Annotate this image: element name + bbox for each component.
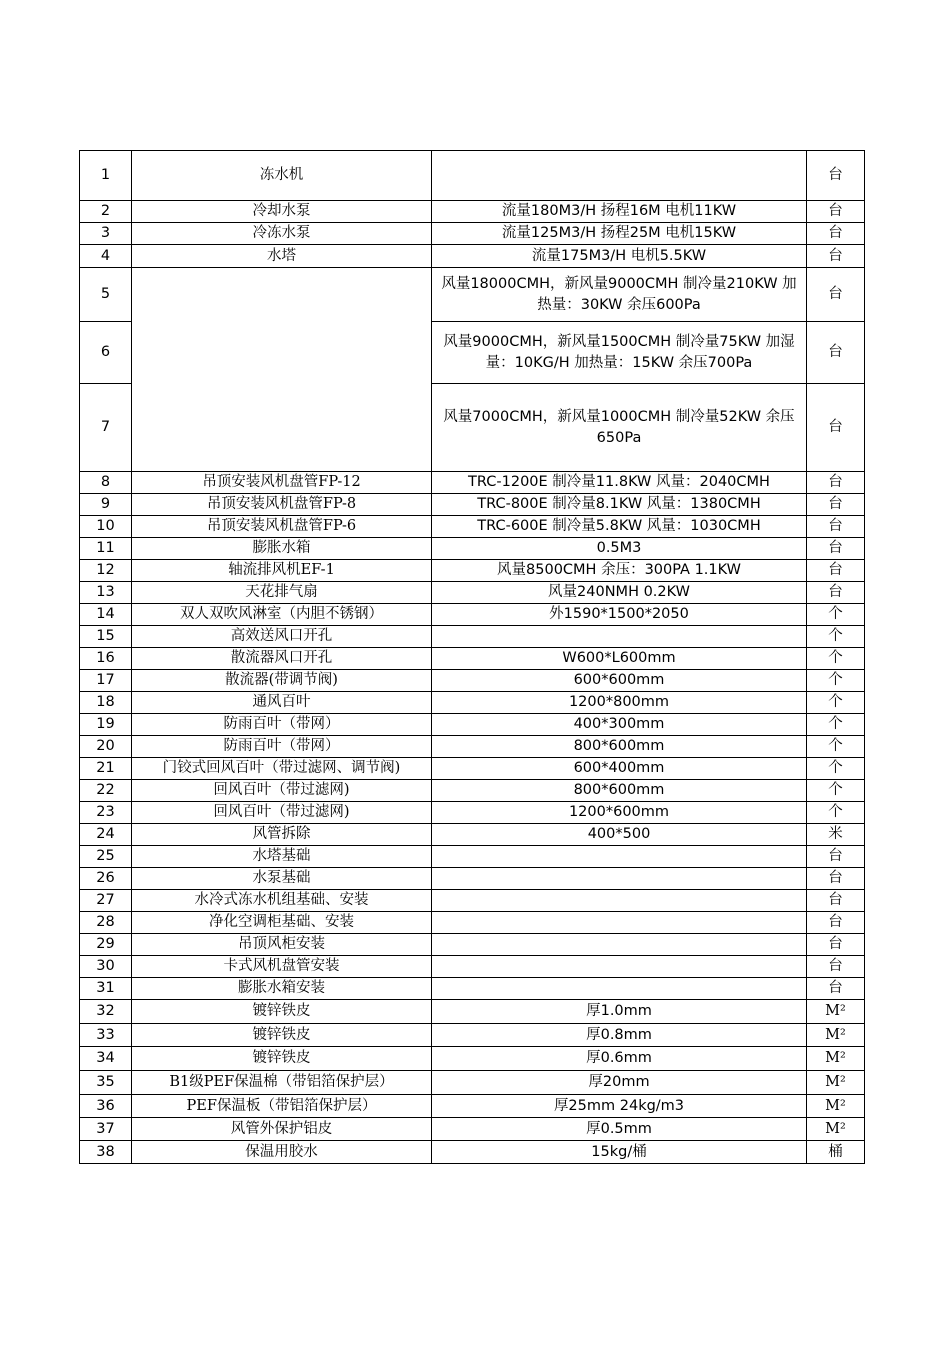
table-row bbox=[80, 1024, 865, 1047]
row-number: 2 bbox=[80, 201, 132, 223]
table-row bbox=[80, 868, 865, 890]
table-row bbox=[80, 648, 865, 670]
row-number: 30 bbox=[80, 956, 132, 978]
item-spec: TRC-1200E 制冷量11.8KW 风量：2040CMH bbox=[432, 472, 807, 494]
item-unit: 台 bbox=[807, 516, 865, 538]
table-row bbox=[80, 201, 865, 223]
row-number: 28 bbox=[80, 912, 132, 934]
item-spec: 0.5M3 bbox=[432, 538, 807, 560]
row-number: 21 bbox=[80, 758, 132, 780]
table-row bbox=[80, 582, 865, 604]
item-spec: 风量240NMH 0.2KW bbox=[432, 582, 807, 604]
row-number: 23 bbox=[80, 802, 132, 824]
table-row bbox=[80, 151, 865, 201]
row-number: 6 bbox=[80, 322, 132, 384]
row-number: 7 bbox=[80, 384, 132, 472]
item-name: 水冷式冻水机组基础、安装 bbox=[132, 890, 432, 912]
item-unit: 个 bbox=[807, 780, 865, 802]
item-unit: 台 bbox=[807, 245, 865, 268]
item-unit: M² bbox=[807, 1118, 865, 1141]
table-row bbox=[80, 223, 865, 245]
item-spec: TRC-800E 制冷量8.1KW 风量：1380CMH bbox=[432, 494, 807, 516]
row-number: 20 bbox=[80, 736, 132, 758]
table-row bbox=[80, 780, 865, 802]
item-spec: 800*600mm bbox=[432, 736, 807, 758]
item-unit: 台 bbox=[807, 322, 865, 384]
item-spec bbox=[432, 626, 807, 648]
item-name: 净化空调柜基础、安装 bbox=[132, 912, 432, 934]
item-name: 风管外保护铝皮 bbox=[132, 1118, 432, 1141]
item-name: 风管拆除 bbox=[132, 824, 432, 846]
row-number: 9 bbox=[80, 494, 132, 516]
item-unit: 台 bbox=[807, 560, 865, 582]
item-unit: 个 bbox=[807, 802, 865, 824]
item-name: 吊顶风柜安装 bbox=[132, 934, 432, 956]
item-name: 吊顶安装风机盘管FP-8 bbox=[132, 494, 432, 516]
item-name: 冷冻水泵 bbox=[132, 223, 432, 245]
item-spec: 600*400mm bbox=[432, 758, 807, 780]
item-unit: M² bbox=[807, 1047, 865, 1071]
table-row bbox=[80, 912, 865, 934]
item-name: 散流器(带调节阀) bbox=[132, 670, 432, 692]
table-row bbox=[80, 560, 865, 582]
item-unit: M² bbox=[807, 1024, 865, 1047]
row-number: 22 bbox=[80, 780, 132, 802]
item-spec bbox=[432, 956, 807, 978]
item-name: 卡式风机盘管安装 bbox=[132, 956, 432, 978]
item-spec: 厚20mm bbox=[432, 1071, 807, 1095]
item-unit: 台 bbox=[807, 268, 865, 322]
table-row bbox=[80, 516, 865, 538]
item-name: 防雨百叶（带网） bbox=[132, 714, 432, 736]
item-name: 镀锌铁皮 bbox=[132, 1047, 432, 1071]
table-row bbox=[80, 494, 865, 516]
row-number: 35 bbox=[80, 1071, 132, 1095]
table-row bbox=[80, 604, 865, 626]
table-row bbox=[80, 1118, 865, 1141]
item-unit: 米 bbox=[807, 824, 865, 846]
table-row bbox=[80, 978, 865, 1000]
item-unit: 台 bbox=[807, 846, 865, 868]
table-row bbox=[80, 1047, 865, 1071]
item-unit: 台 bbox=[807, 956, 865, 978]
item-name: 镀锌铁皮 bbox=[132, 1000, 432, 1024]
table-row bbox=[80, 538, 865, 560]
item-name: 膨胀水箱 bbox=[132, 538, 432, 560]
row-number: 31 bbox=[80, 978, 132, 1000]
table-row bbox=[80, 714, 865, 736]
row-number: 10 bbox=[80, 516, 132, 538]
item-spec: 流量125M3/H 扬程25M 电机15KW bbox=[432, 223, 807, 245]
item-spec: 600*600mm bbox=[432, 670, 807, 692]
item-spec: W600*L600mm bbox=[432, 648, 807, 670]
table-row bbox=[80, 956, 865, 978]
table-row bbox=[80, 1071, 865, 1095]
item-name bbox=[132, 268, 432, 472]
item-unit: 个 bbox=[807, 626, 865, 648]
item-unit: 台 bbox=[807, 978, 865, 1000]
item-name: 门铰式回风百叶（带过滤网、调节阀) bbox=[132, 758, 432, 780]
table-row bbox=[80, 846, 865, 868]
item-spec: 厚25mm 24kg/m3 bbox=[432, 1095, 807, 1118]
row-number: 15 bbox=[80, 626, 132, 648]
item-name: 膨胀水箱安装 bbox=[132, 978, 432, 1000]
row-number: 14 bbox=[80, 604, 132, 626]
item-spec: 厚0.6mm bbox=[432, 1047, 807, 1071]
table-row bbox=[80, 736, 865, 758]
table-row bbox=[80, 1000, 865, 1024]
item-unit: 台 bbox=[807, 151, 865, 201]
item-spec: 400*300mm bbox=[432, 714, 807, 736]
row-number: 33 bbox=[80, 1024, 132, 1047]
item-unit: 台 bbox=[807, 538, 865, 560]
row-number: 4 bbox=[80, 245, 132, 268]
equipment-table-body bbox=[80, 151, 865, 1164]
item-spec: 流量180M3/H 扬程16M 电机11KW bbox=[432, 201, 807, 223]
item-unit: 台 bbox=[807, 201, 865, 223]
item-unit: 个 bbox=[807, 714, 865, 736]
row-number: 5 bbox=[80, 268, 132, 322]
item-name: 吊顶安装风机盘管FP-12 bbox=[132, 472, 432, 494]
row-number: 12 bbox=[80, 560, 132, 582]
item-name: 水塔 bbox=[132, 245, 432, 268]
item-spec: TRC-600E 制冷量5.8KW 风量：1030CMH bbox=[432, 516, 807, 538]
table-row bbox=[80, 626, 865, 648]
item-name: PEF保温板（带铝箔保护层） bbox=[132, 1095, 432, 1118]
item-name: 吊顶安装风机盘管FP-6 bbox=[132, 516, 432, 538]
table-row bbox=[80, 1095, 865, 1118]
row-number: 19 bbox=[80, 714, 132, 736]
equipment-table bbox=[79, 150, 865, 1164]
item-spec bbox=[432, 978, 807, 1000]
item-unit: 台 bbox=[807, 472, 865, 494]
row-number: 1 bbox=[80, 151, 132, 201]
item-unit: 台 bbox=[807, 223, 865, 245]
table-row bbox=[80, 758, 865, 780]
item-unit: 桶 bbox=[807, 1141, 865, 1164]
item-spec: 风量8500CMH 余压：300PA 1.1KW bbox=[432, 560, 807, 582]
item-spec bbox=[432, 912, 807, 934]
item-unit: 个 bbox=[807, 736, 865, 758]
item-spec: 风量18000CMH，新风量9000CMH 制冷量210KW 加热量：30KW 余压600Pa bbox=[432, 268, 807, 322]
item-unit: 台 bbox=[807, 582, 865, 604]
item-name: 通风百叶 bbox=[132, 692, 432, 714]
item-spec: 15kg/桶 bbox=[432, 1141, 807, 1164]
item-name: 镀锌铁皮 bbox=[132, 1024, 432, 1047]
table-row bbox=[80, 890, 865, 912]
row-number: 32 bbox=[80, 1000, 132, 1024]
item-name: 水泵基础 bbox=[132, 868, 432, 890]
item-name: 回风百叶（带过滤网) bbox=[132, 780, 432, 802]
item-name: 冻水机 bbox=[132, 151, 432, 201]
item-unit: 个 bbox=[807, 604, 865, 626]
item-spec: 厚0.5mm bbox=[432, 1118, 807, 1141]
item-spec bbox=[432, 846, 807, 868]
item-name: 散流器风口开孔 bbox=[132, 648, 432, 670]
item-name: 双人双吹风淋室（内胆不锈钢） bbox=[132, 604, 432, 626]
row-number: 18 bbox=[80, 692, 132, 714]
item-unit: 个 bbox=[807, 670, 865, 692]
item-spec bbox=[432, 868, 807, 890]
item-unit: 台 bbox=[807, 912, 865, 934]
item-spec bbox=[432, 890, 807, 912]
table-row bbox=[80, 824, 865, 846]
item-name: 轴流排风机EF-1 bbox=[132, 560, 432, 582]
table-row bbox=[80, 934, 865, 956]
item-name: 冷却水泵 bbox=[132, 201, 432, 223]
row-number: 25 bbox=[80, 846, 132, 868]
item-spec bbox=[432, 934, 807, 956]
row-number: 26 bbox=[80, 868, 132, 890]
item-spec bbox=[432, 151, 807, 201]
table-row bbox=[80, 245, 865, 268]
table-row bbox=[80, 472, 865, 494]
row-number: 3 bbox=[80, 223, 132, 245]
row-number: 13 bbox=[80, 582, 132, 604]
table-row bbox=[80, 1141, 865, 1164]
item-unit: 台 bbox=[807, 384, 865, 472]
item-name: 天花排气扇 bbox=[132, 582, 432, 604]
item-unit: M² bbox=[807, 1000, 865, 1024]
row-number: 34 bbox=[80, 1047, 132, 1071]
row-number: 16 bbox=[80, 648, 132, 670]
row-number: 38 bbox=[80, 1141, 132, 1164]
row-number: 11 bbox=[80, 538, 132, 560]
item-name: 水塔基础 bbox=[132, 846, 432, 868]
item-unit: 个 bbox=[807, 648, 865, 670]
item-unit: 台 bbox=[807, 494, 865, 516]
item-name: 保温用胶水 bbox=[132, 1141, 432, 1164]
table-row bbox=[80, 692, 865, 714]
table-row bbox=[80, 268, 865, 322]
item-unit: 台 bbox=[807, 890, 865, 912]
row-number: 8 bbox=[80, 472, 132, 494]
item-name: B1级PEF保温棉（带铝箔保护层） bbox=[132, 1071, 432, 1095]
item-unit: 个 bbox=[807, 758, 865, 780]
row-number: 27 bbox=[80, 890, 132, 912]
item-spec: 流量175M3/H 电机5.5KW bbox=[432, 245, 807, 268]
row-number: 24 bbox=[80, 824, 132, 846]
row-number: 17 bbox=[80, 670, 132, 692]
row-number: 29 bbox=[80, 934, 132, 956]
row-number: 36 bbox=[80, 1095, 132, 1118]
row-number: 37 bbox=[80, 1118, 132, 1141]
item-unit: M² bbox=[807, 1095, 865, 1118]
item-spec: 厚0.8mm bbox=[432, 1024, 807, 1047]
item-spec: 厚1.0mm bbox=[432, 1000, 807, 1024]
item-spec: 1200*800mm bbox=[432, 692, 807, 714]
item-spec: 800*600mm bbox=[432, 780, 807, 802]
item-spec: 风量9000CMH，新风量1500CMH 制冷量75KW 加湿量：10KG/H 加热量：15KW 余压700Pa bbox=[432, 322, 807, 384]
item-unit: 台 bbox=[807, 868, 865, 890]
item-name: 防雨百叶（带网） bbox=[132, 736, 432, 758]
item-name: 回风百叶（带过滤网) bbox=[132, 802, 432, 824]
item-name: 高效送风口开孔 bbox=[132, 626, 432, 648]
item-spec: 400*500 bbox=[432, 824, 807, 846]
item-unit: 台 bbox=[807, 934, 865, 956]
item-unit: M² bbox=[807, 1071, 865, 1095]
item-spec: 外1590*1500*2050 bbox=[432, 604, 807, 626]
table-row bbox=[80, 802, 865, 824]
item-spec: 1200*600mm bbox=[432, 802, 807, 824]
item-unit: 个 bbox=[807, 692, 865, 714]
table-row bbox=[80, 670, 865, 692]
item-spec: 风量7000CMH，新风量1000CMH 制冷量52KW 余压650Pa bbox=[432, 384, 807, 472]
